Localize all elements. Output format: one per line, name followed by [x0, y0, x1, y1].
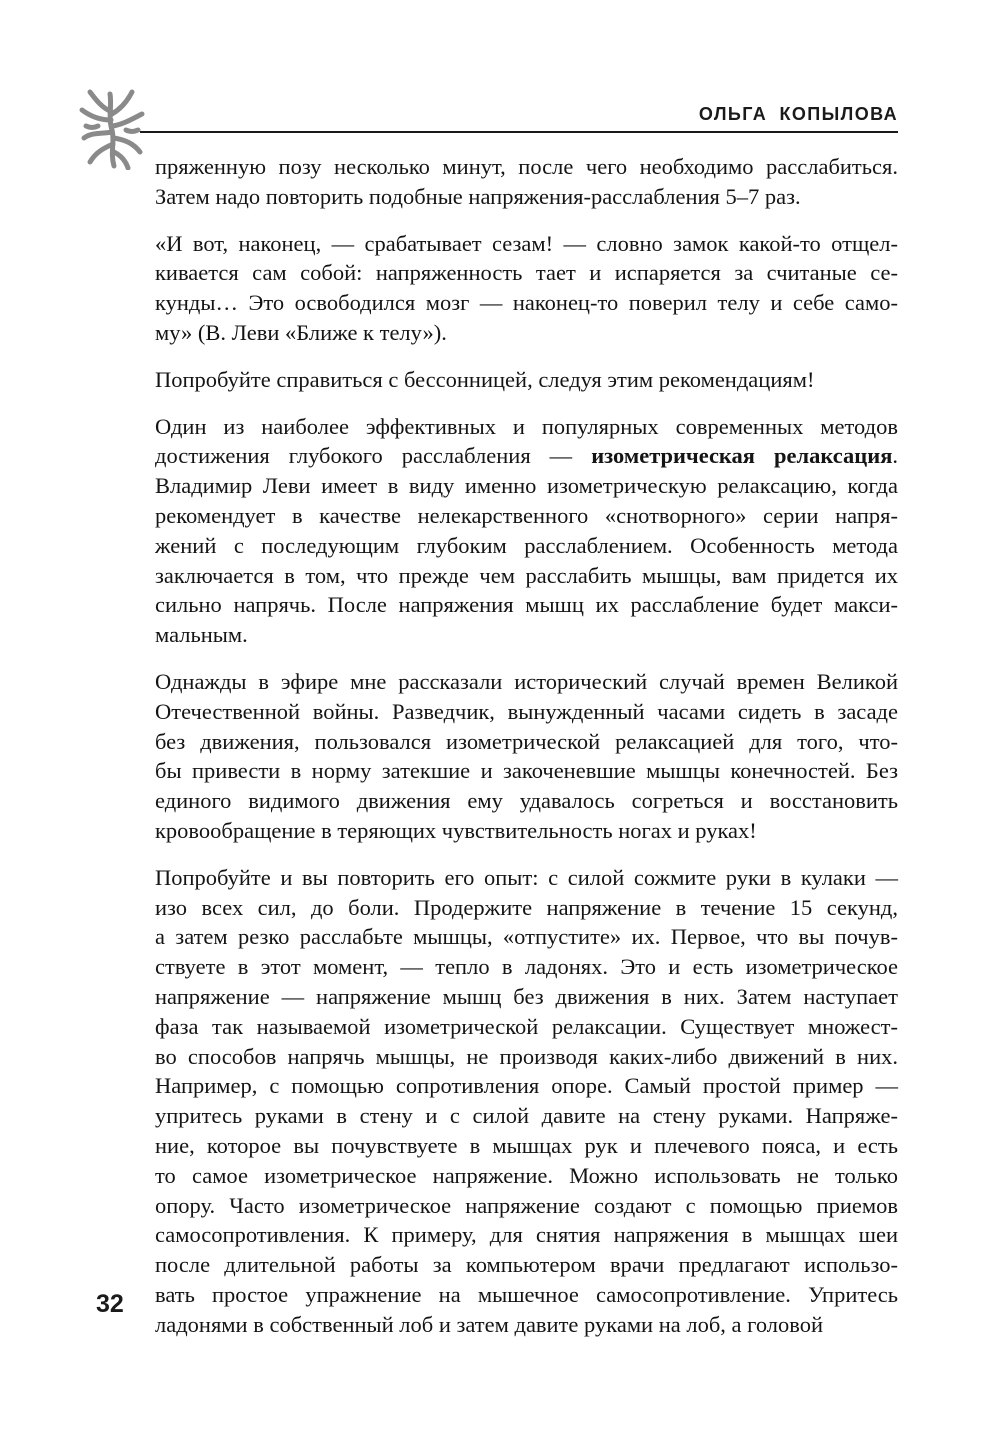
text-line — [155, 982, 898, 1012]
paragraph — [155, 863, 898, 1340]
bold-term: изометрическая релаксация — [591, 443, 893, 469]
sprig-ornament-icon — [74, 86, 152, 170]
text-line — [155, 182, 898, 212]
text-run: Затем надо повторить подобные напряжения-расслабления 5–7 раз. — [155, 183, 801, 209]
text-line — [155, 590, 898, 620]
paragraph — [155, 412, 898, 650]
running-head-author: ОЛЬГА КОПЫЛОВА — [698, 104, 898, 124]
text-line — [155, 667, 898, 697]
text-line — [155, 471, 898, 501]
text-run: самосопротивления. К примеру, для снятия напряжения в мышцах шеи — [155, 1222, 898, 1248]
text-line — [155, 1220, 898, 1250]
paragraph — [155, 152, 898, 212]
text-line — [155, 1131, 898, 1161]
text-line — [155, 727, 898, 757]
text-line — [155, 1191, 898, 1221]
paragraph — [155, 667, 898, 846]
text-run: Например, с помощью сопротивления опоре. Самый простой пример — — [155, 1073, 898, 1099]
text-line — [155, 229, 898, 259]
text-line — [155, 1161, 898, 1191]
text-line — [155, 318, 898, 348]
text-run: а затем резко расслабьте мышцы, «отпустите» их. Первое, что вы почув- — [155, 924, 898, 950]
text-run: ствуете в этот момент, — тепло в ладонях. Это и есть изометрическое — [155, 954, 898, 980]
text-line — [155, 786, 898, 816]
text-run: жений с последующим глубоким расслаблением. Особенность метода — [155, 532, 898, 558]
text-run: напряжение — напряжение мышц без движения в них. Затем наступает — [155, 983, 898, 1009]
text-run: фаза так называемой изометрической релаксации. Существует множест- — [155, 1013, 898, 1039]
text-line — [155, 952, 898, 982]
text-run: заключается в том, что прежде чем расслабить мышцы, вам придется их — [155, 562, 898, 588]
text-run: рекомендует в качестве нелекарственного «снотворного» серии напря- — [155, 502, 898, 528]
text-line — [155, 1012, 898, 1042]
text-run: изо всех сил, до боли. Продержите напряжение в течение 15 секунд, — [155, 894, 898, 920]
text-line — [155, 922, 898, 952]
text-line — [155, 365, 898, 395]
text-line — [155, 863, 898, 893]
text-run: Попробуйте и вы повторить его опыт: с силой сожмите руки в кулаки — — [155, 864, 898, 890]
text-line — [155, 258, 898, 288]
page-number: 32 — [96, 1290, 124, 1318]
text-run: единого видимого движения ему удавалось согреться и восстановить — [155, 788, 898, 814]
header-rule — [140, 131, 898, 133]
text-line — [155, 1280, 898, 1310]
text-run: опору. Часто изометрическое напряжение создают с помощью приемов — [155, 1192, 898, 1218]
text-line — [155, 1042, 898, 1072]
text-run: кивается сам собой: напряженность тает и испаряется за считаные се- — [155, 260, 898, 286]
text-run: ние, которое вы почувствуете в мышцах рук и плечевого пояса, и есть — [155, 1132, 898, 1158]
body-text — [155, 152, 898, 1356]
text-line — [155, 893, 898, 923]
text-line — [155, 531, 898, 561]
text-line — [155, 1071, 898, 1101]
text-line — [155, 561, 898, 591]
text-run: достижения глубокого расслабления — — [155, 443, 592, 469]
text-line — [155, 756, 898, 786]
text-run: упритесь руками в стену и с силой давите на стену руками. Напряже- — [155, 1103, 898, 1129]
text-run: мальным. — [155, 622, 248, 648]
text-line — [155, 1310, 898, 1340]
text-run: Владимир Леви имеет в виду именно изометрическую релаксацию, когда — [155, 473, 898, 499]
text-line — [155, 697, 898, 727]
text-run: . — [892, 443, 898, 469]
text-run: кунды… Это освободился мозг — наконец-то поверил телу и себе само- — [155, 290, 898, 316]
text-run: кровообращение в теряющих чувствительность ногах и руках! — [155, 817, 757, 843]
text-run: сильно напрячь. После напряжения мышц их расслабление будет макси- — [155, 592, 898, 618]
text-run: «И вот, наконец, — срабатывает сезам! — словно замок какой-то отщел- — [155, 230, 898, 256]
text-run: Один из наиболее эффективных и популярных современных методов — [155, 413, 898, 439]
text-run: без движения, пользовался изометрической релаксацией для того, что- — [155, 728, 898, 754]
paragraph — [155, 365, 898, 395]
paragraph — [155, 229, 898, 348]
text-run: Однажды в эфире мне рассказали исторический случай времен Великой — [155, 668, 898, 694]
text-line — [155, 412, 898, 442]
text-run: ладонями в собственный лоб и затем давите руками на лоб, а головой — [155, 1311, 824, 1337]
text-line — [155, 1101, 898, 1131]
text-run: во способов напрячь мышцы, не производя каких-либо движений в них. — [155, 1043, 898, 1069]
text-line — [155, 1250, 898, 1280]
text-run: Попробуйте справиться с бессонницей, следуя этим рекомендациям! — [155, 366, 815, 392]
text-line — [155, 816, 898, 846]
text-line — [155, 441, 898, 471]
text-run: вать простое упражнение на мышечное самосопротивление. Упритесь — [155, 1281, 898, 1307]
text-run: му» (В. Леви «Ближе к телу»). — [155, 319, 447, 345]
text-line — [155, 288, 898, 318]
text-line — [155, 152, 898, 182]
text-line — [155, 501, 898, 531]
text-line — [155, 620, 898, 650]
text-run: Отечественной войны. Разведчик, вынужденный часами сидеть в засаде — [155, 698, 898, 724]
text-run: пряженную позу несколько минут, после чего необходимо расслабиться. — [155, 154, 898, 179]
text-run: бы привести в норму затекшие и закоченевшие мышцы конечностей. Без — [155, 758, 898, 784]
text-run: то самое изометрическое напряжение. Можно использовать не только — [155, 1162, 898, 1188]
text-run: после длительной работы за компьютером врачи предлагают использо- — [155, 1252, 898, 1278]
